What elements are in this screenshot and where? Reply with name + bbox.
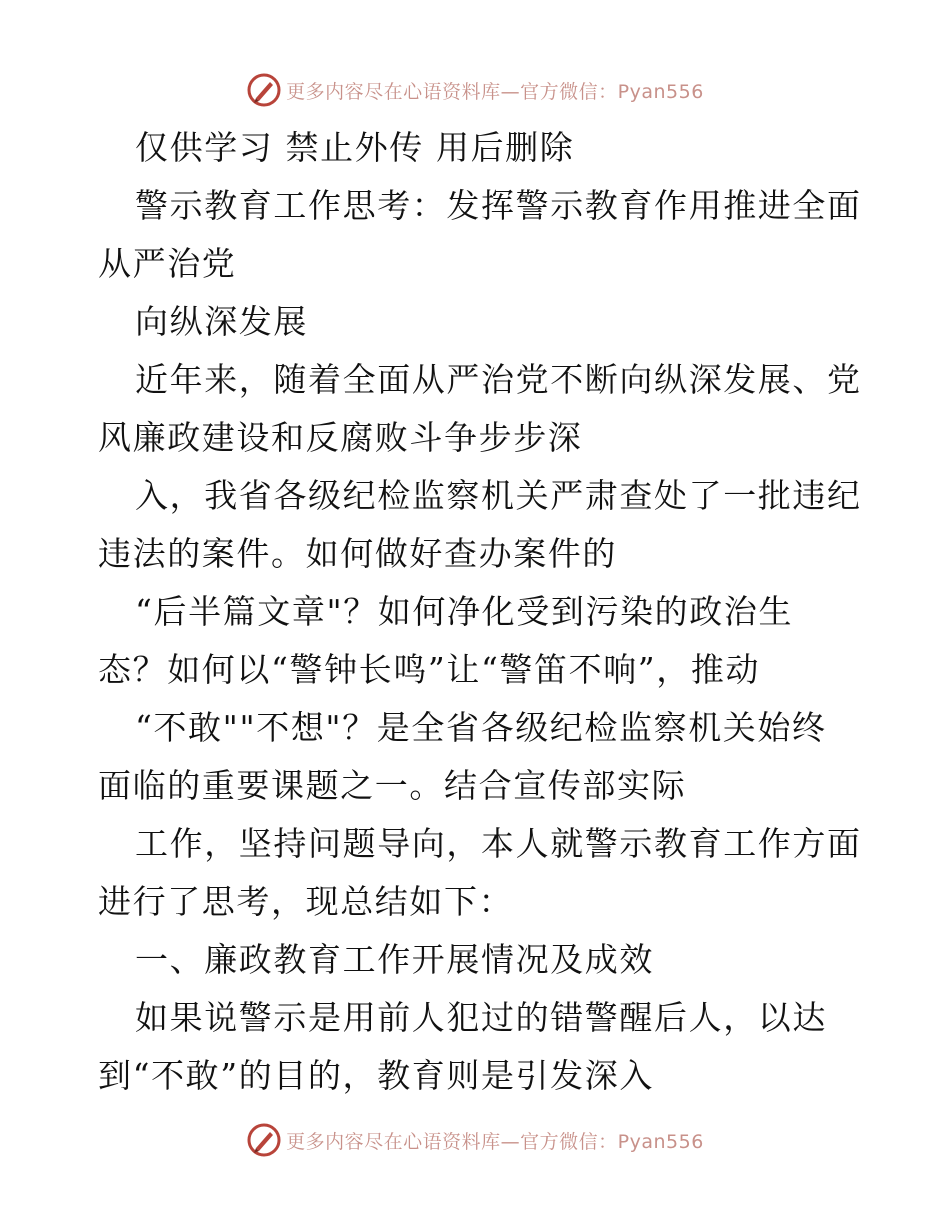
watermark-text: 更多内容尽在心语资料库—官方微信：Pyan556 (286, 1130, 704, 1153)
doc-line: 违法的案件。如何做好查办案件的 (98, 534, 617, 573)
doc-line: 警示教育工作思考：发挥警示教育作用推进全面 (135, 186, 862, 225)
doc-line: “不敢""不想"？是全省各级纪检监察机关始终 (135, 708, 827, 747)
doc-line: 态？如何以“警钟长鸣”让“警笛不响”，推动 (98, 650, 761, 689)
doc-line: 一、廉政教育工作开展情况及成效 (135, 940, 654, 979)
doc-line: 仅供学习 禁止外传 用后删除 (135, 128, 575, 167)
doc-line: 风廉政建设和反腐败斗争步步深 (98, 418, 583, 457)
doc-line: 从严治党 (98, 244, 237, 283)
doc-line: 近年来，随着全面从严治党不断向纵深发展、党 (135, 360, 862, 399)
watermark-header (0, 70, 950, 110)
doc-line: 进行了思考，现总结如下： (98, 882, 514, 921)
doc-line: 入，我省各级纪检监察机关严肃查处了一批违纪 (135, 476, 862, 515)
doc-line: 工作，坚持问题导向，本人就警示教育工作方面 (135, 824, 862, 863)
doc-line: 到“不敢”的目的，教育则是引发深入 (98, 1056, 654, 1095)
watermark-text: 更多内容尽在心语资料库—官方微信：Pyan556 (286, 80, 704, 103)
pen-logo-icon (246, 72, 282, 108)
pen-logo-icon (246, 1122, 282, 1158)
watermark-footer (0, 1120, 950, 1160)
doc-line: 向纵深发展 (135, 302, 308, 341)
doc-line: 面临的重要课题之一。结合宣传部实际 (98, 766, 687, 805)
doc-line: 如果说警示是用前人犯过的错警醒后人，以达 (135, 998, 827, 1037)
doc-line: “后半篇文章"？如何净化受到污染的政治生 (135, 592, 794, 631)
